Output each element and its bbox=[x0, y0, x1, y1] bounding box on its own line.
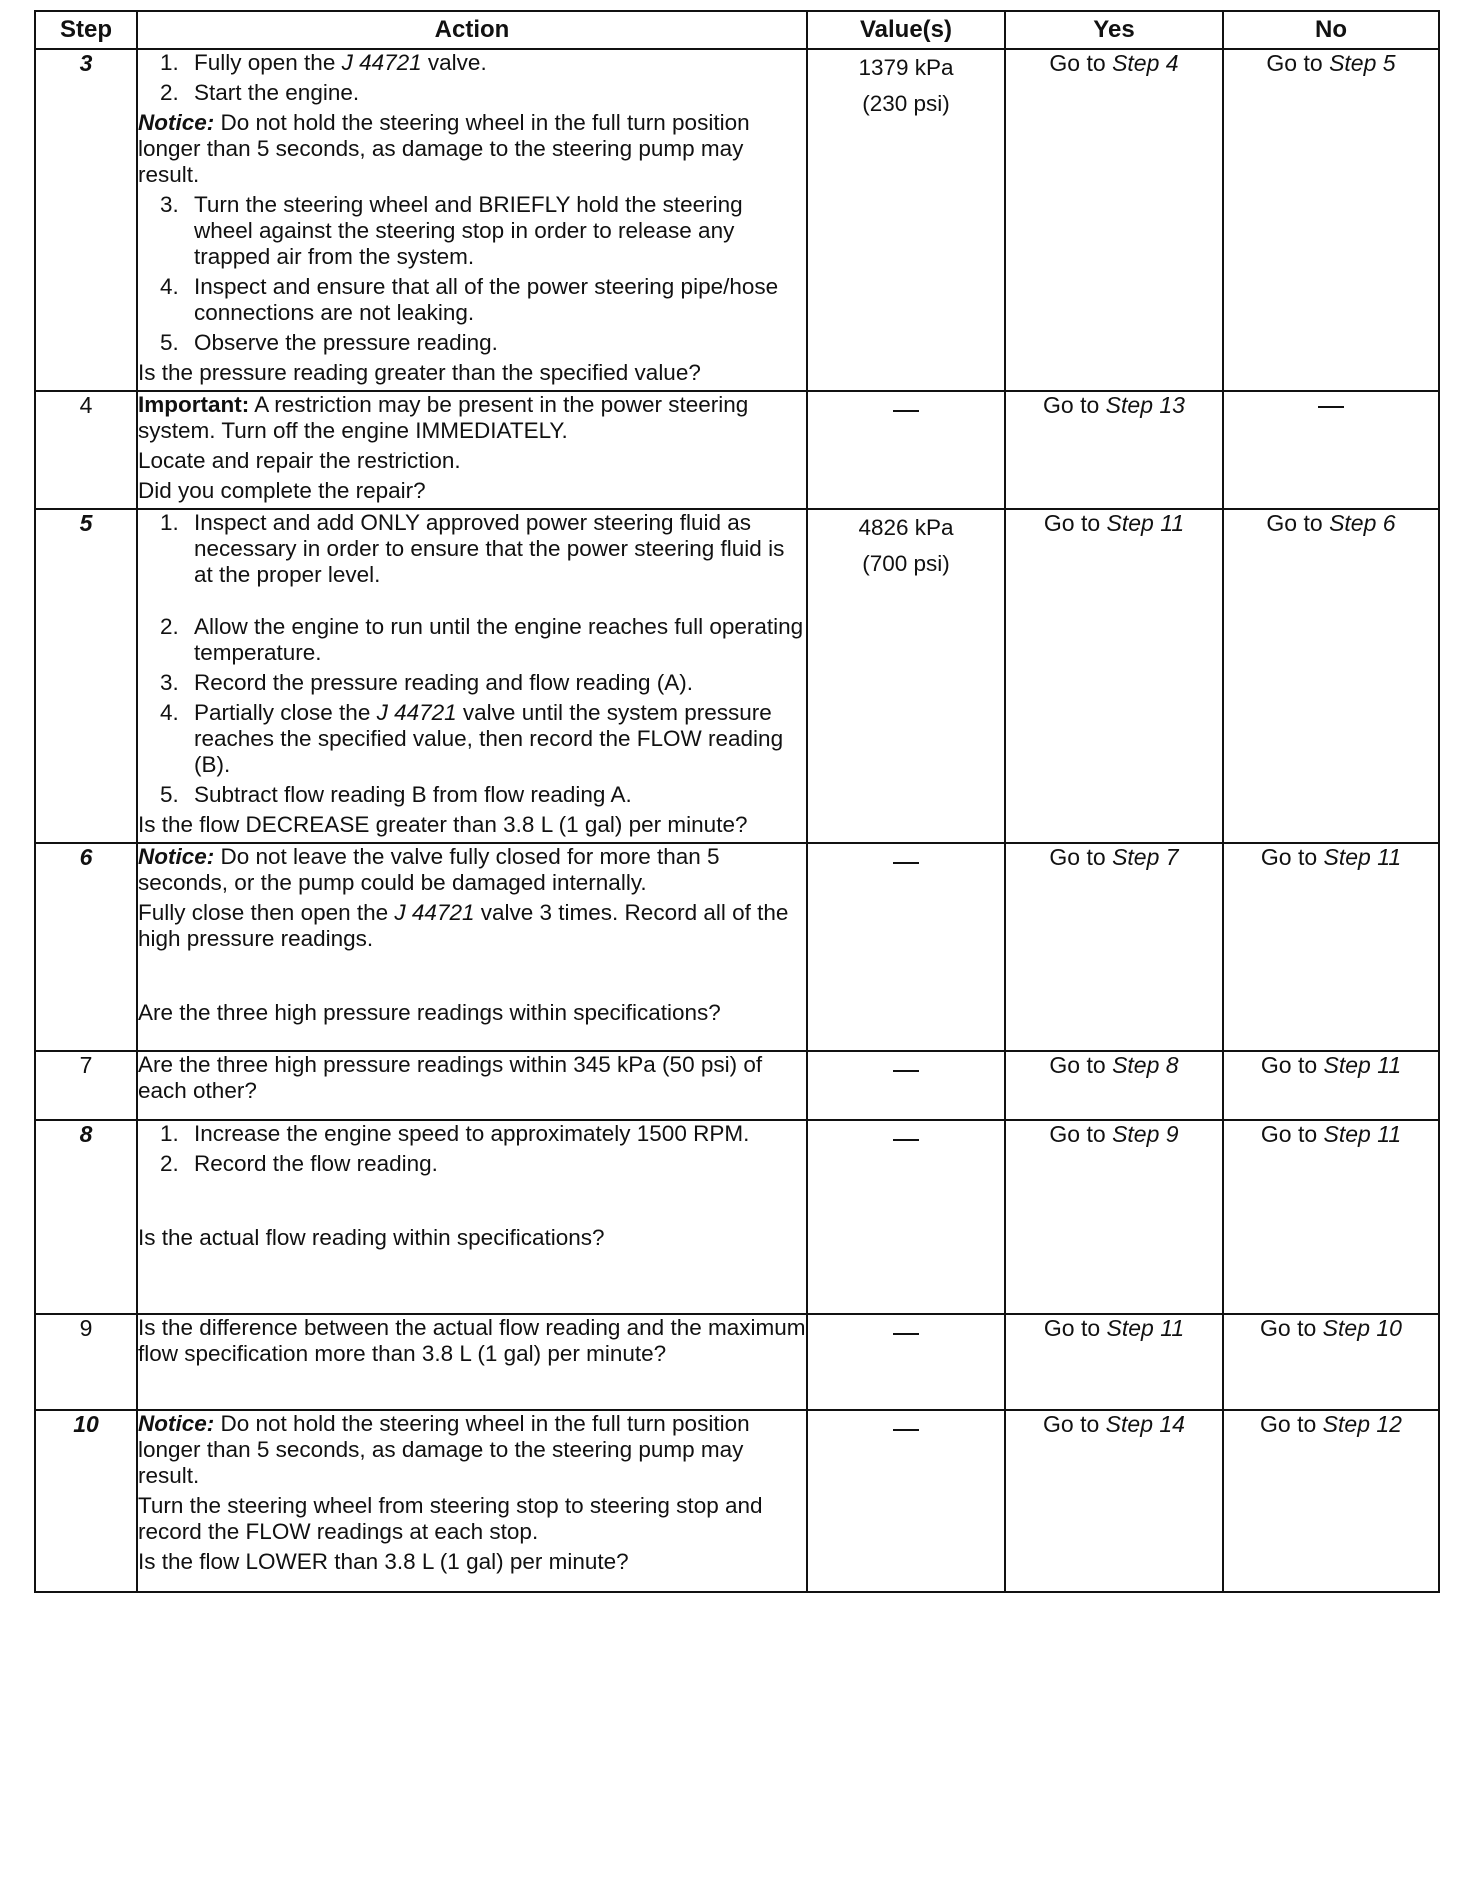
table-row-step-8 bbox=[35, 1120, 1439, 1314]
action-cell bbox=[137, 1051, 807, 1120]
action-cell bbox=[137, 1314, 807, 1410]
step-number: 6 bbox=[35, 843, 137, 1051]
table-row-step-3 bbox=[35, 49, 1439, 391]
action-cell: Important: A restriction may be present in the power steering system. Turn off the engine IMMEDIATELY. Locate and repair the restriction. Did you complete the repair? bbox=[137, 391, 807, 509]
notice-label: Notice: bbox=[138, 844, 215, 869]
step-number: 9 bbox=[35, 1314, 137, 1410]
yes-cell: Go to Step 7 bbox=[1005, 843, 1223, 1051]
question: Is the pressure reading greater than the specified value? bbox=[138, 360, 701, 385]
step-number: 7 bbox=[35, 1051, 137, 1120]
step-number: 8 bbox=[35, 1120, 137, 1314]
table-row-step-10 bbox=[35, 1410, 1439, 1592]
tool-reference: J 44721 bbox=[341, 50, 422, 75]
table-row-step-6 bbox=[35, 843, 1439, 1051]
no-cell: Go to Step 11 bbox=[1223, 1051, 1439, 1120]
table-row-step-7 bbox=[35, 1051, 1439, 1120]
yes-cell: Go to Step 14 bbox=[1005, 1410, 1223, 1592]
header-step: Step bbox=[35, 11, 137, 49]
action-cell: 1. Inspect and add ONLY approved power steering fluid as necessary in order to ensure that the power steering fluid is at the proper level. 2. Allow the engine to run until the engine reaches full operating temperature. 3. Record the pressure reading and flow reading (A). 4. Partially close the J 44721 valve until the system pressure reaches the specified value, then record the FLOW reading (B). 5. Subtract flow reading B from flow reading A. Is the flow DECREASE greater than 3.8 L (1 gal) per minute? bbox=[137, 509, 807, 843]
no-cell: Go to Step 12 bbox=[1223, 1410, 1439, 1592]
step-number: 5 bbox=[35, 509, 137, 843]
step-number: 3 bbox=[35, 49, 137, 391]
question: Is the flow LOWER than 3.8 L (1 gal) per minute? bbox=[138, 1549, 629, 1574]
dash-mark bbox=[893, 1429, 919, 1431]
value-cell bbox=[807, 1120, 1005, 1314]
no-cell: Go to Step 6 bbox=[1223, 509, 1439, 843]
header-action: Action bbox=[137, 11, 807, 49]
question: Is the actual flow reading within specifications? bbox=[138, 1225, 605, 1250]
action-cell: 1. Increase the engine speed to approximately 1500 RPM. 2. Record the flow reading. Is the actual flow reading within specifications? bbox=[137, 1120, 807, 1314]
action-cell: Notice: Do not leave the valve fully closed for more than 5 seconds, or the pump could be damaged internally. Fully close then open the J 44721 valve 3 times. Record all of the high pressure readings. Are the three high pressure readings within specifications? bbox=[137, 843, 807, 1051]
action-cell: 1. Fully open the J 44721 valve. 2. Start the engine. Notice: Do not hold the steering wheel in the full turn position longer than 5 seconds, as damage to the steering pump may result. 3. Turn the steering wheel and BRIEFLY hold the steering wheel against the steering stop in order to release any trapped air from the system. 4. Inspect and ensure that all of the power steering pipe/hose connections are not leaking. 5. Observe the pressure reading. Is the pressure reading greater than the specified value? bbox=[137, 49, 807, 391]
question: Are the three high pressure readings within specifications? bbox=[138, 1000, 721, 1025]
step-number: 10 bbox=[35, 1410, 137, 1592]
dash-mark bbox=[893, 1070, 919, 1072]
question: Are the three high pressure readings within 345 kPa (50 psi) of each other? bbox=[138, 1052, 763, 1103]
value-cell bbox=[807, 1314, 1005, 1410]
notice-label: Notice: bbox=[138, 110, 215, 135]
tool-reference: J 44721 bbox=[394, 900, 475, 925]
yes-cell: Go to Step 4 bbox=[1005, 49, 1223, 391]
value-cell: 4826 kPa (700 psi) bbox=[807, 509, 1005, 843]
dash-mark bbox=[893, 1333, 919, 1335]
diagnostic-table bbox=[34, 10, 1440, 1593]
value-cell: 1379 kPa (230 psi) bbox=[807, 49, 1005, 391]
yes-cell: Go to Step 9 bbox=[1005, 1120, 1223, 1314]
dash-mark bbox=[1318, 406, 1344, 408]
question: Is the flow DECREASE greater than 3.8 L (1 gal) per minute? bbox=[138, 812, 748, 837]
no-cell: Go to Step 11 bbox=[1223, 843, 1439, 1051]
yes-cell: Go to Step 11 bbox=[1005, 1314, 1223, 1410]
question: Did you complete the repair? bbox=[138, 478, 426, 503]
dash-mark bbox=[893, 1139, 919, 1141]
no-cell: Go to Step 11 bbox=[1223, 1120, 1439, 1314]
value-cell bbox=[807, 1410, 1005, 1592]
dash-mark bbox=[893, 410, 919, 412]
notice-label: Notice: bbox=[138, 1411, 215, 1436]
tool-reference: J 44721 bbox=[376, 700, 457, 725]
yes-cell: Go to Step 8 bbox=[1005, 1051, 1223, 1120]
value-cell bbox=[807, 843, 1005, 1051]
yes-cell: Go to Step 11 bbox=[1005, 509, 1223, 843]
no-cell: Go to Step 10 bbox=[1223, 1314, 1439, 1410]
action-cell: Notice: Do not hold the steering wheel in the full turn position longer than 5 seconds, as damage to the steering pump may result. Turn the steering wheel from steering stop to steering stop and record the FLOW readings at each stop. Is the flow LOWER than 3.8 L (1 gal) per minute? bbox=[137, 1410, 807, 1592]
header-no: No bbox=[1223, 11, 1439, 49]
value-cell bbox=[807, 391, 1005, 509]
header-values: Value(s) bbox=[807, 11, 1005, 49]
step-number: 4 bbox=[35, 391, 137, 509]
header-row bbox=[35, 11, 1439, 49]
value-cell bbox=[807, 1051, 1005, 1120]
header-yes: Yes bbox=[1005, 11, 1223, 49]
no-cell bbox=[1223, 391, 1439, 509]
table-row-step-4 bbox=[35, 391, 1439, 509]
question: Is the difference between the actual flow reading and the maximum flow specification more than 3.8 L (1 gal) per minute? bbox=[138, 1315, 806, 1366]
table-row-step-9 bbox=[35, 1314, 1439, 1410]
important-label: Important: bbox=[138, 392, 250, 417]
table-row-step-5 bbox=[35, 509, 1439, 843]
dash-mark bbox=[893, 862, 919, 864]
yes-cell: Go to Step 13 bbox=[1005, 391, 1223, 509]
no-cell: Go to Step 5 bbox=[1223, 49, 1439, 391]
